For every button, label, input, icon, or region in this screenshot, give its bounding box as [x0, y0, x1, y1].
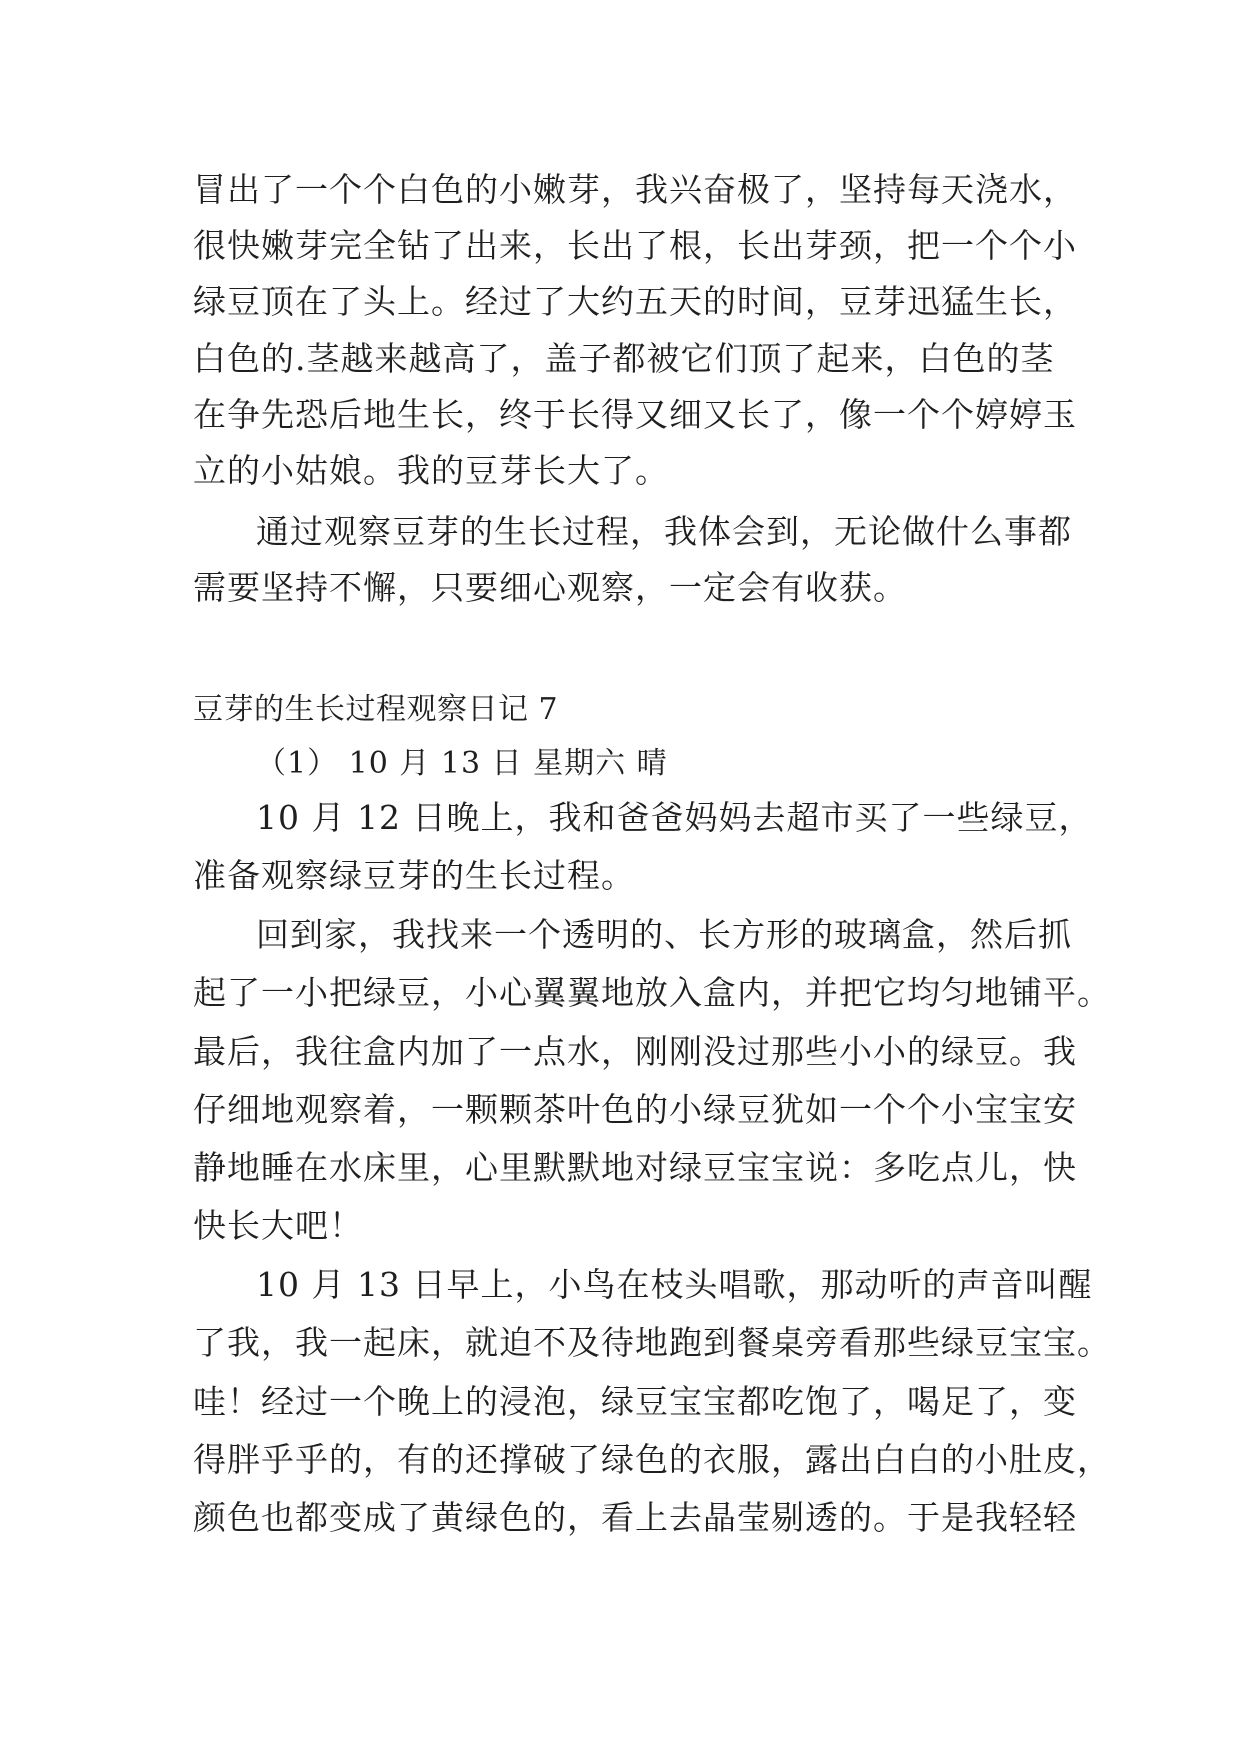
paragraph-line: 快长大吧！: [193, 1206, 363, 1245]
paragraph-line: 冒出了一个个白色的小嫩芽，我兴奋极了，坚持每天浇水，: [193, 170, 1077, 209]
paragraph-line: 10 月 12 日晚上，我和爸爸妈妈去超市买了一些绿豆，: [256, 798, 1093, 837]
paragraph-line: 白色的.茎越来越高了，盖子都被它们顶了起来，白色的茎: [193, 339, 1055, 378]
paragraph-line: 得胖乎乎的，有的还撑破了绿色的衣服，露出白白的小肚皮，: [193, 1440, 1111, 1479]
paragraph-line: 很快嫩芽完全钻了出来，长出了根，长出芽颈，把一个个小: [193, 226, 1077, 265]
paragraph-line: 起了一小把绿豆，小心翼翼地放入盒内，并把它均匀地铺平。: [193, 973, 1111, 1012]
paragraph-line: 在争先恐后地生长，终于长得又细又长了，像一个个婷婷玉: [193, 395, 1077, 434]
paragraph-line: 准备观察绿豆芽的生长过程。: [193, 856, 635, 895]
paragraph-line: 立的小姑娘。我的豆芽长大了。: [193, 451, 669, 490]
paragraph-line: 10 月 13 日早上，小鸟在枝头唱歌，那动听的声音叫醒: [256, 1265, 1093, 1304]
paragraph-line: 哇！经过一个晚上的浸泡，绿豆宝宝都吃饱了，喝足了，变: [193, 1382, 1077, 1421]
paragraph-line: 颜色也都变成了黄绿色的，看上去晶莹剔透的。于是我轻轻: [193, 1498, 1077, 1537]
paragraph-line: 了我，我一起床，就迫不及待地跑到餐桌旁看那些绿豆宝宝。: [193, 1323, 1111, 1362]
paragraph-line: 绿豆顶在了头上。经过了大约五天的时间，豆芽迅猛生长，: [193, 282, 1077, 321]
paragraph-line: 静地睡在水床里，心里默默地对绿豆宝宝说：多吃点儿，快: [193, 1148, 1077, 1187]
paragraph-line: 通过观察豆芽的生长过程，我体会到，无论做什么事都: [256, 512, 1072, 551]
paragraph-line: 仔细地观察着，一颗颗茶叶色的小绿豆犹如一个个小宝宝安: [193, 1090, 1077, 1129]
paragraph-line: 需要坚持不懈，只要细心观察，一定会有收获。: [193, 568, 907, 607]
paragraph-line: 最后，我往盒内加了一点水，刚刚没过那些小小的绿豆。我: [193, 1032, 1077, 1071]
paragraph-line: 回到家，我找来一个透明的、长方形的玻璃盒，然后抓: [256, 915, 1072, 954]
section-title: 豆芽的生长过程观察日记 7: [193, 692, 559, 727]
entry-date: （1） 10 月 13 日 星期六 晴: [256, 746, 668, 781]
